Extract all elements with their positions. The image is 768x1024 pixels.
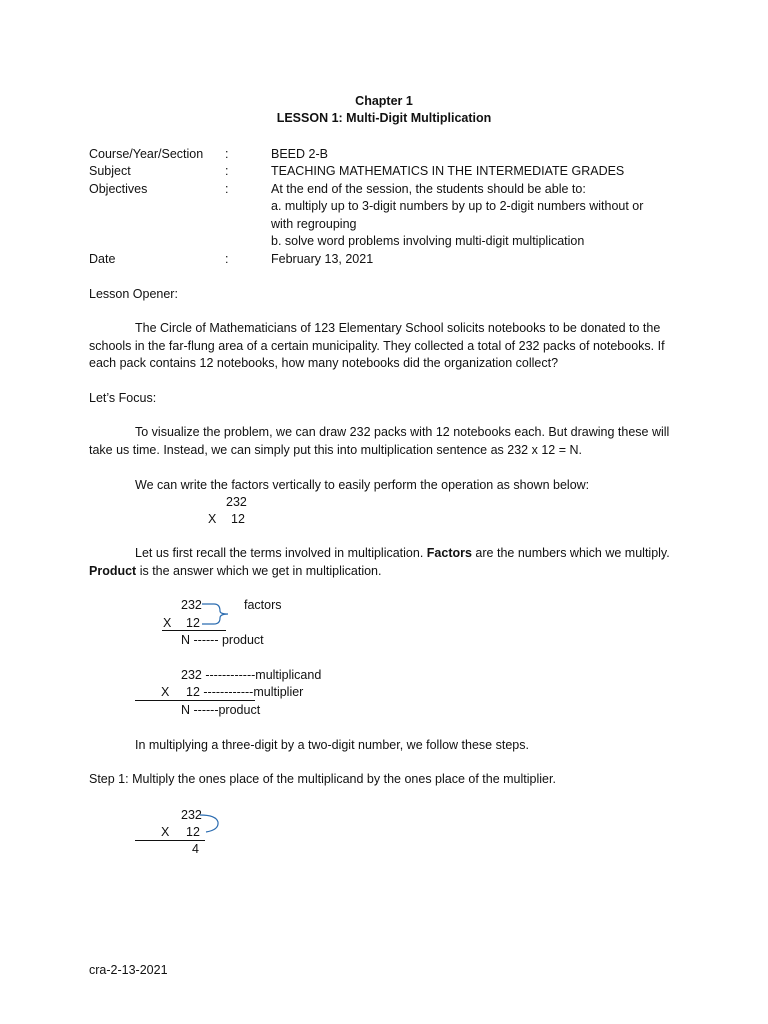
terms-text-a: Let us first recall the terms involved in multiplication. [135, 546, 427, 560]
diagram1-top: 232 [181, 598, 202, 612]
objective-b: b. solve word problems involving multi-digit multiplication [271, 234, 585, 248]
diagram2-rule [135, 700, 255, 701]
diagram3-times-sign: X [161, 825, 170, 839]
diagram3-result: 4 [192, 842, 199, 856]
objective-a-line2: with regrouping [271, 217, 357, 231]
steps-intro: In multiplying a three-digit by a two-digit number, we follow these steps. [135, 738, 529, 752]
diagram1-times-sign: X [163, 616, 172, 630]
lesson-opener-text: The Circle of Mathematicians of 123 Elementary School solicits notebooks to be donated to the schools in the far-flung area of a certain municipality. They collected a total of 232 packs of notebooks. If each pack contains 12 notebooks, how many notebooks did the organization collect? [89, 321, 665, 370]
terms-text-b: are the numbers which we multiply. [471, 546, 670, 560]
diagram1-rule [162, 630, 226, 631]
step1-text: Step 1: Multiply the ones place of the multiplicand by the ones place of the multiplier. [89, 772, 556, 786]
info-value-subject: TEACHING MATHEMATICS IN THE INTERMEDIATE GRADES [271, 164, 625, 178]
lesson-title: LESSON 1: Multi-Digit Multiplication [276, 111, 492, 125]
info-label-objectives: Objectives [89, 182, 148, 196]
info-value-course: BEED 2-B [271, 147, 328, 161]
product-term: Product [89, 563, 137, 578]
info-label-subject: Subject [89, 164, 131, 178]
diagram3-bottom: 12 [186, 825, 200, 839]
footer-code: cra-2-13-2021 [89, 963, 168, 977]
diagram2-top: 232 ------------multiplicand [181, 668, 322, 682]
lesson-opener-heading: Lesson Opener: [89, 287, 178, 301]
lets-focus-heading: Let’s Focus: [89, 391, 157, 405]
info-value-date: February 13, 2021 [271, 252, 374, 266]
factors-label: factors [244, 598, 282, 612]
diagram1-product-line: N ------ product [181, 633, 264, 647]
diagram3-top: 232 [181, 808, 202, 822]
factors-brace-icon [202, 598, 234, 628]
info-value-objectives: At the end of the session, the students should be able to: [271, 182, 586, 196]
chapter-title: Chapter 1 [355, 94, 413, 108]
vertical-top-factor: 232 [226, 495, 247, 509]
diagram2-times-sign: X [161, 685, 170, 699]
diagram2-bottom: 12 ------------multiplier [186, 685, 304, 699]
factors-term: Factors [426, 546, 472, 560]
diagram2-product: N ------product [181, 703, 261, 717]
vertical-times-sign: X [208, 512, 217, 526]
info-label-date: Date [89, 252, 116, 266]
ones-place-bracket-icon [200, 810, 224, 836]
lets-focus-text: To visualize the problem, we can draw 232 packs with 12 notebooks each. But drawing these will take us time. Instead, we can simply put this into multiplication sentence as 232 x 12 = N. [89, 425, 670, 457]
terms-text-c: is the answer which we get in multiplication. [136, 563, 382, 578]
terms-paragraph [89, 545, 679, 580]
vertical-bottom-factor: 12 [231, 512, 245, 526]
info-sep-course: : [225, 147, 229, 161]
info-sep-date: : [225, 252, 229, 266]
info-label-course: Course/Year/Section [89, 147, 204, 161]
diagram1-bottom: 12 [186, 616, 200, 630]
info-sep-subject: : [225, 164, 229, 178]
info-sep-objectives: : [225, 182, 229, 196]
objective-a-line1: a. multiply up to 3-digit numbers by up to 2-digit numbers without or [271, 199, 644, 213]
vertical-intro: We can write the factors vertically to easily perform the operation as shown below: [135, 478, 590, 492]
